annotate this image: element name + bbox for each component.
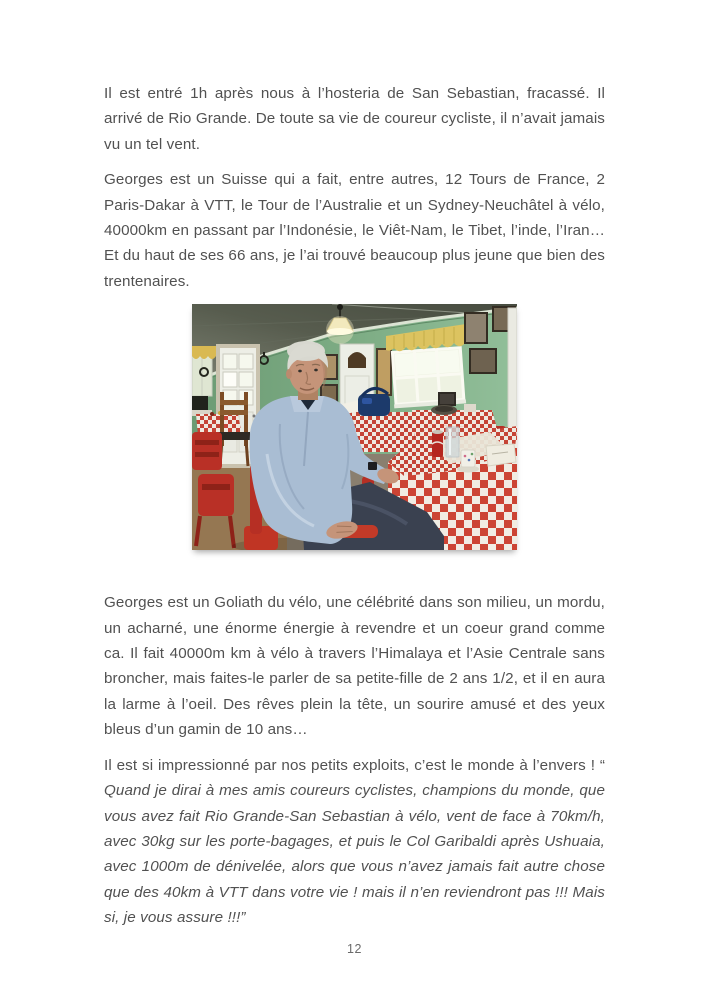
drinking-glass [446,427,459,457]
wristwatch [368,462,377,470]
eye-right [314,369,318,372]
quote-lead: Il est si impressionné par nos petits exploits, c’est le monde à l’envers ! “ [104,756,605,774]
eye-left [298,370,302,373]
ear [286,369,292,379]
soda-can [432,430,443,457]
paragraph-2: Georges est un Suisse qui a fait, entre autres, 12 Tours de France, 2 Paris-Dakar à VTT, le Tour de l’Australie et un Sydney-Neuchâtel à vélo, 40000km en passant par l’Indonésie, le Viêt-Nam, le Tibet, l’inde, l’Iran… Et du haut de ses 66 ans, je l’ai trouvé beaucoup plus jeune que bien des trentenaires. [104,171,605,290]
paragraph-4 [104,753,605,931]
restaurant-photo-illustration [192,304,517,550]
page-number: 12 [347,942,362,956]
paragraph-1: Il est entré 1h après nous à l’hosteria de San Sebastian, fracassé. Il arrivé de Rio Grande. De toute sa vie de coureur cycliste, il n’avait jamais vu un tel vent. [104,85,605,153]
white-box [486,444,516,466]
restaurant-photo [192,304,517,550]
paragraph-3: Georges est un Goliath du vélo, une célébrité dans son milieu, un mordu, un acharné, une énorme énergie à revendre et un coeur grand comme ca. Il fait 40000m km à vélo à travers l’Himalaya et l’Asie Centrale sans broncher, mais faites-le parler de sa petite-fille de 2 ans 1/2, et il en aura la larme à l’oeil. Des rêves plein la tête, un sourire amusé et des yeux bleus d’un gamin de 10 ans… [104,594,605,739]
left-valance-curtain [192,346,216,359]
left-window [192,346,216,396]
quote-text: Quand je dirai à mes amis coureurs cyclistes, champions du monde, que vous avez fait Rio Grande-San Sebastian à vélo, vent de face à 70km/h, avec 30kg sur les porte-bagages, et puis le Col Garibaldi après Ushuaia, avec 1000m de dénivelée, alors que vous n’avez jamais fait autre chose que des 40km à VTT dans votre vie ! mais il n’en reviendront pas !!! Mais si, je vous assure !!!” [104,782,605,927]
